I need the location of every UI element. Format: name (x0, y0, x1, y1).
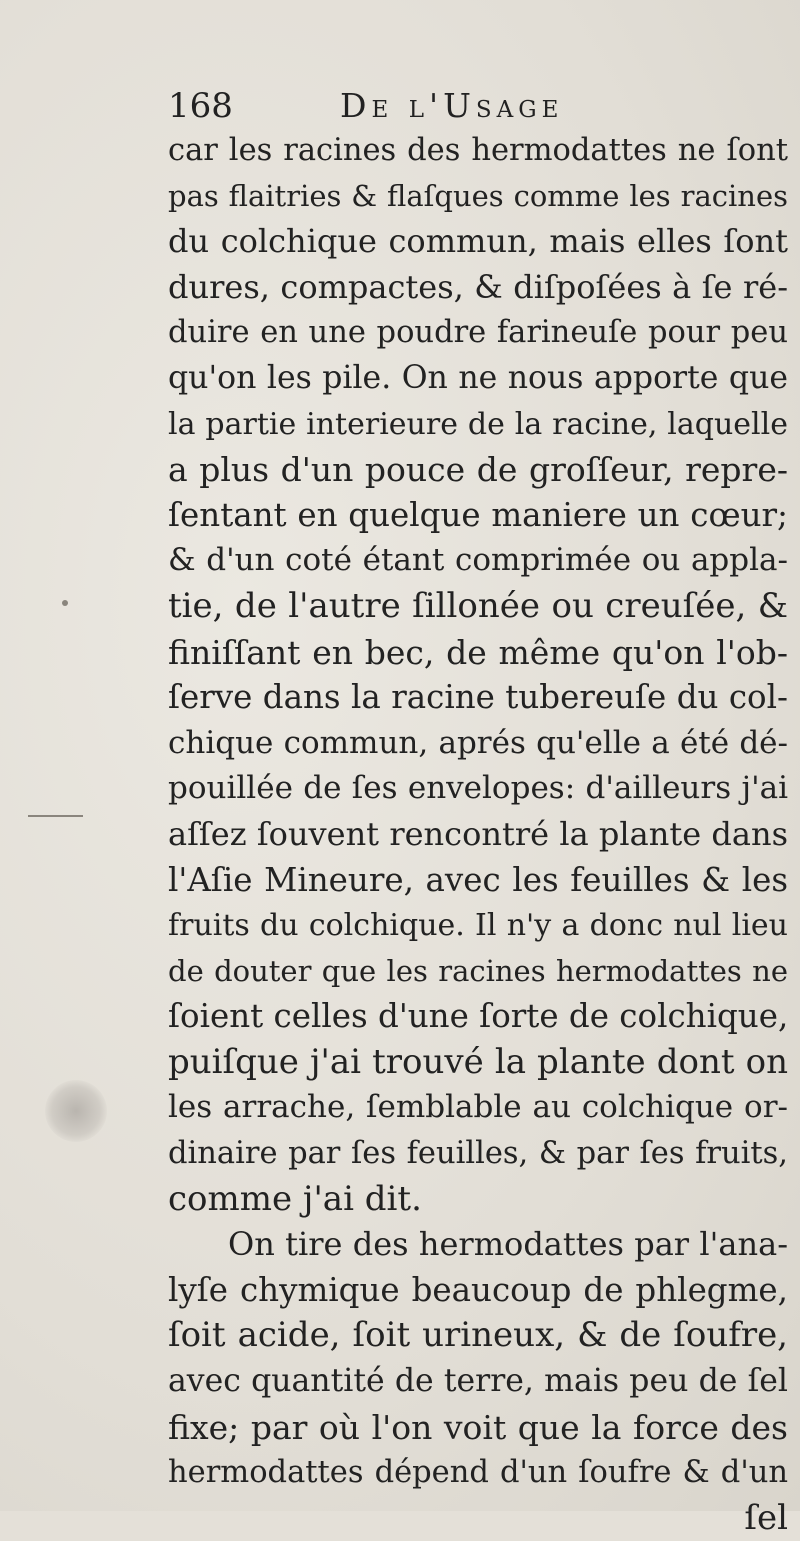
text-line: finiſſant en bec, de même qu'on l'ob- (168, 632, 788, 672)
text-line: pouillée de ſes envelopes: d'ailleurs j'ai (168, 770, 788, 807)
text-line: puiſque j'ai trouvé la plante dont on (168, 1041, 788, 1082)
text-line: fixe; par où l'on voit que la force des (168, 1407, 788, 1447)
margin-mark (28, 815, 83, 817)
text-line: hermodattes dépend d'un ſoufre & d'un (168, 1455, 788, 1491)
text-line: fruits du colchique. Il n'y a donc nul lieu (168, 908, 788, 944)
text-line: ſoit acide, ſoit urineux, & de ſoufre, (168, 1315, 788, 1356)
page-header (168, 84, 788, 128)
paragraph-2 (168, 1222, 788, 1496)
text-line: duire en une poudre farineuſe pour peu (168, 315, 788, 351)
paragraph-1 (168, 128, 788, 1222)
page-body (168, 128, 788, 1541)
catchword: ſel (744, 1497, 788, 1538)
margin-dot (62, 600, 68, 606)
text-line: a plus d'un pouce de groſſeur, repre- (168, 450, 788, 490)
text-line: aſſez ſouvent rencontré la plante dans (168, 814, 788, 853)
text-line: comme j'ai dit. (168, 1178, 422, 1219)
ink-smudge (45, 1080, 107, 1142)
text-line: ſerve dans la racine tubereuſe du col- (168, 678, 788, 717)
text-line: & d'un coté étant comprimée ou appla- (168, 542, 788, 579)
text-line: dures, compactes, & diſpoſées à ſe ré- (168, 267, 788, 306)
text-line: chique commun, aprés qu'elle a été dé- (168, 724, 788, 761)
text-line: l'Aſie Mineure, avec les feuilles & les (168, 860, 788, 899)
text-line: dinaire par ſes feuilles, & par ſes fruits, (168, 1136, 788, 1172)
text-line: avec quantité de terre, mais peu de ſel (168, 1363, 788, 1400)
text-line: du colchique commun, mais elles ſont (168, 222, 788, 261)
text-line: ſoient celles d'une ſorte de colchique, (168, 997, 788, 1036)
text-line: la partie interieure de la racine, laquelle (168, 406, 788, 442)
text-line: lyſe chymique beaucoup de phlegme, (168, 1270, 788, 1309)
text-line: tie, de l'autre ſillonée ou creuſée, & (168, 585, 788, 626)
text-line: ſentant en quelque maniere un cœur; (168, 495, 788, 534)
text-line: de douter que les racines hermodattes ne (168, 953, 788, 988)
text-line: On tire des hermodattes par l'ana- (228, 1225, 788, 1264)
page-number: 168 (168, 86, 233, 126)
text-line: qu'on les pile. On ne nous apporte que (168, 359, 788, 396)
text-line: les arrache, ſemblable au colchique or- (168, 1089, 788, 1126)
text-line: car les racines des hermodattes ne ſont (168, 133, 788, 168)
text-line: pas flaitries & flaſques comme les racines (168, 178, 788, 213)
running-title: De l'Usage (340, 86, 564, 125)
